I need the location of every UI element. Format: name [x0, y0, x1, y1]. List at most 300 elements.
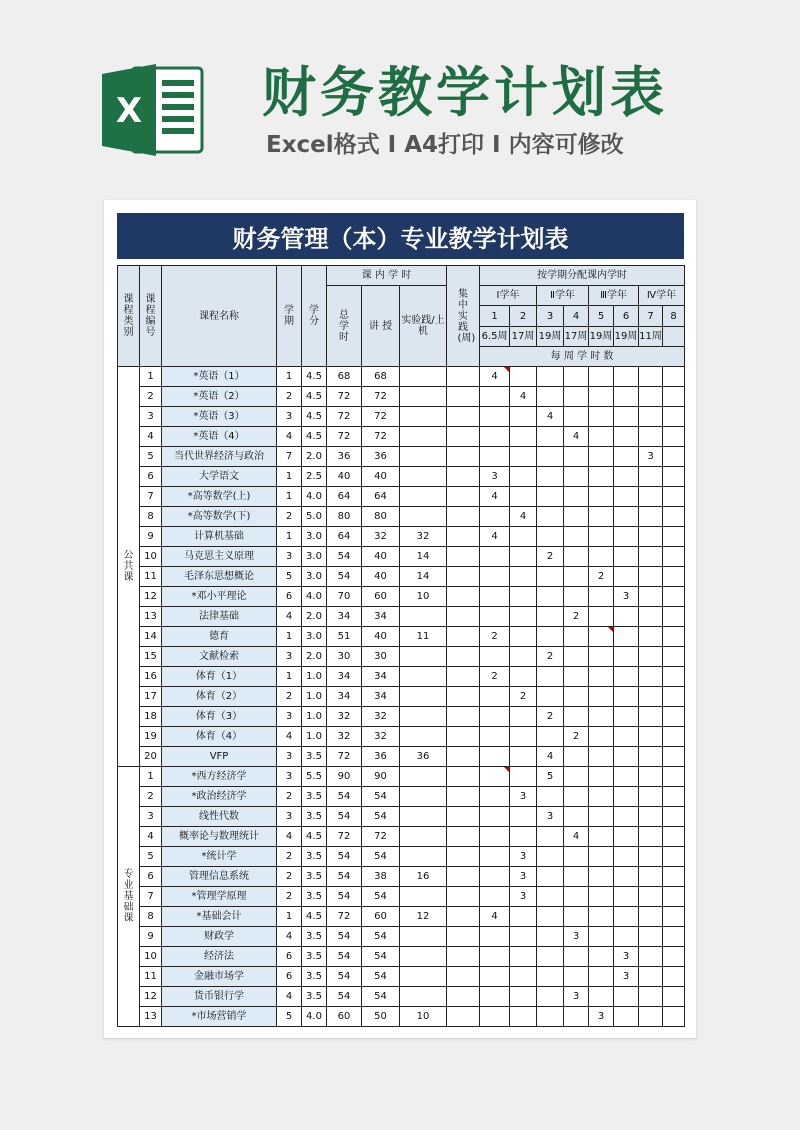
- term-hours-7: [639, 387, 663, 407]
- term-hours-1: [480, 987, 510, 1007]
- term-hours-4: [564, 547, 589, 567]
- header-term-4: 4: [564, 306, 589, 327]
- category-cell-text: 公共课: [123, 550, 134, 583]
- term-hours-3: 3: [537, 807, 564, 827]
- term-hours-2: [510, 907, 537, 927]
- header-course-name: 课程名称: [162, 266, 277, 367]
- term-hours-5: [589, 547, 614, 567]
- term-hours-3: 2: [537, 707, 564, 727]
- term-hours-2: [510, 807, 537, 827]
- term-hours-5: 3: [589, 1007, 614, 1027]
- course-credit: 2.0: [302, 607, 327, 627]
- course-total-hours: 54: [327, 867, 362, 887]
- course-semester: 4: [277, 727, 302, 747]
- course-practice-weeks: [447, 487, 480, 507]
- term-hours-7: [639, 427, 663, 447]
- term-hours-7: [639, 567, 663, 587]
- table-row: [118, 527, 685, 547]
- course-number: 8: [140, 507, 162, 527]
- term-hours-2: [510, 447, 537, 467]
- course-credit: 4.5: [302, 907, 327, 927]
- term-hours-7: [639, 827, 663, 847]
- course-lab-hours: [400, 647, 447, 667]
- course-credit: 3.0: [302, 627, 327, 647]
- term-hours-4: [564, 447, 589, 467]
- term-hours-7: [639, 807, 663, 827]
- term-hours-7: [639, 967, 663, 987]
- course-credit: 4.0: [302, 1007, 327, 1027]
- course-lecture-hours: 60: [362, 907, 400, 927]
- term-hours-1: [480, 727, 510, 747]
- course-lab-hours: [400, 687, 447, 707]
- course-lecture-hours: 36: [362, 447, 400, 467]
- header-weeks-4: 17周: [564, 327, 589, 347]
- table-row: [118, 867, 685, 887]
- course-practice-weeks: [447, 767, 480, 787]
- course-number: 3: [140, 407, 162, 427]
- term-hours-1: 4: [480, 487, 510, 507]
- course-credit: 3.5: [302, 987, 327, 1007]
- term-hours-8: [663, 927, 685, 947]
- term-hours-1: [480, 707, 510, 727]
- term-hours-1: 4: [480, 907, 510, 927]
- term-hours-8: [663, 427, 685, 447]
- course-credit: 2.5: [302, 467, 327, 487]
- course-lecture-hours: 60: [362, 587, 400, 607]
- course-lecture-hours: 40: [362, 547, 400, 567]
- term-hours-5: [589, 707, 614, 727]
- course-practice-weeks: [447, 367, 480, 387]
- term-hours-1: 4: [480, 527, 510, 547]
- term-hours-8: [663, 827, 685, 847]
- term-hours-5: [589, 747, 614, 767]
- term-hours-5: [589, 887, 614, 907]
- course-practice-weeks: [447, 527, 480, 547]
- course-number: 4: [140, 827, 162, 847]
- table-row: [118, 947, 685, 967]
- term-hours-6: [614, 547, 639, 567]
- header-weeks-7: 11周: [639, 327, 663, 347]
- term-hours-4: [564, 767, 589, 787]
- course-name: *英语（3）: [162, 407, 277, 427]
- term-hours-8: [663, 647, 685, 667]
- term-hours-5: [589, 647, 614, 667]
- term-hours-8: [663, 387, 685, 407]
- course-practice-weeks: [447, 947, 480, 967]
- term-hours-6: [614, 887, 639, 907]
- course-total-hours: 34: [327, 607, 362, 627]
- term-hours-1: [480, 447, 510, 467]
- term-hours-2: [510, 647, 537, 667]
- term-hours-3: [537, 887, 564, 907]
- term-hours-4: [564, 507, 589, 527]
- table-row: [118, 627, 685, 647]
- term-hours-4: [564, 667, 589, 687]
- term-hours-6: [614, 607, 639, 627]
- term-hours-6: [614, 847, 639, 867]
- course-total-hours: 72: [327, 907, 362, 927]
- course-semester: 2: [277, 887, 302, 907]
- term-hours-5: [589, 587, 614, 607]
- term-hours-2: [510, 547, 537, 567]
- course-credit: 2.0: [302, 447, 327, 467]
- term-hours-3: [537, 947, 564, 967]
- header-term-7: 7: [639, 306, 663, 327]
- course-number: 9: [140, 527, 162, 547]
- table-row: [118, 387, 685, 407]
- course-semester: 1: [277, 627, 302, 647]
- term-hours-3: [537, 907, 564, 927]
- course-name: *邓小平理论: [162, 587, 277, 607]
- term-hours-4: [564, 367, 589, 387]
- term-hours-1: [480, 607, 510, 627]
- term-hours-3: [537, 487, 564, 507]
- course-semester: 2: [277, 387, 302, 407]
- table-row: [118, 567, 685, 587]
- term-hours-6: [614, 867, 639, 887]
- term-hours-3: [537, 927, 564, 947]
- course-lab-hours: [400, 407, 447, 427]
- course-total-hours: 68: [327, 367, 362, 387]
- table-row: [118, 827, 685, 847]
- header-year-3: Ⅲ学年: [589, 286, 639, 306]
- page-title: 财务教学计划表: [262, 61, 668, 124]
- course-total-hours: 72: [327, 747, 362, 767]
- term-hours-4: 4: [564, 827, 589, 847]
- term-hours-8: [663, 627, 685, 647]
- term-hours-7: 3: [639, 447, 663, 467]
- course-semester: 4: [277, 927, 302, 947]
- course-total-hours: 70: [327, 587, 362, 607]
- term-hours-8: [663, 847, 685, 867]
- header-total-hours: [327, 286, 362, 367]
- course-lab-hours: [400, 467, 447, 487]
- course-lecture-hours: 34: [362, 607, 400, 627]
- course-lab-hours: [400, 947, 447, 967]
- course-lab-hours: [400, 847, 447, 867]
- term-hours-4: [564, 567, 589, 587]
- course-credit: 4.0: [302, 487, 327, 507]
- term-hours-3: [537, 847, 564, 867]
- term-hours-1: [480, 687, 510, 707]
- course-number: 2: [140, 387, 162, 407]
- course-semester: 4: [277, 427, 302, 447]
- term-hours-5: [589, 427, 614, 447]
- term-hours-8: [663, 507, 685, 527]
- course-lecture-hours: 32: [362, 727, 400, 747]
- term-hours-4: 3: [564, 987, 589, 1007]
- course-name: *英语（2）: [162, 387, 277, 407]
- term-hours-5: [589, 527, 614, 547]
- term-hours-4: [564, 387, 589, 407]
- term-hours-7: [639, 627, 663, 647]
- header-category-text: 课程类别: [123, 294, 134, 338]
- term-hours-5: [589, 907, 614, 927]
- term-hours-7: [639, 727, 663, 747]
- course-total-hours: 54: [327, 847, 362, 867]
- course-total-hours: 54: [327, 887, 362, 907]
- term-hours-8: [663, 987, 685, 1007]
- course-practice-weeks: [447, 467, 480, 487]
- course-lecture-hours: 72: [362, 407, 400, 427]
- course-lecture-hours: 36: [362, 747, 400, 767]
- header-year-4: Ⅳ学年: [639, 286, 685, 306]
- term-hours-6: [614, 807, 639, 827]
- table-row: [118, 787, 685, 807]
- term-hours-5: [589, 827, 614, 847]
- table-row: [118, 747, 685, 767]
- course-semester: 3: [277, 647, 302, 667]
- course-number: 14: [140, 627, 162, 647]
- course-lab-hours: [400, 727, 447, 747]
- term-hours-8: [663, 607, 685, 627]
- table-row: [118, 647, 685, 667]
- course-lab-hours: [400, 427, 447, 447]
- course-name: *高等数学(上): [162, 487, 277, 507]
- term-hours-5: [589, 687, 614, 707]
- term-hours-3: [537, 387, 564, 407]
- term-hours-7: [639, 467, 663, 487]
- term-hours-5: [589, 447, 614, 467]
- header-number-text: 课程编号: [145, 294, 156, 338]
- term-hours-3: 2: [537, 547, 564, 567]
- course-name: 大学语文: [162, 467, 277, 487]
- term-hours-7: [639, 867, 663, 887]
- course-name: 计算机基础: [162, 527, 277, 547]
- course-practice-weeks: [447, 907, 480, 927]
- category-cell-text: 专业基础课: [123, 869, 134, 924]
- term-hours-8: [663, 787, 685, 807]
- course-practice-weeks: [447, 747, 480, 767]
- course-practice-weeks: [447, 787, 480, 807]
- term-hours-8: [663, 367, 685, 387]
- table-row: [118, 967, 685, 987]
- term-hours-3: [537, 427, 564, 447]
- course-semester: 3: [277, 767, 302, 787]
- course-total-hours: 72: [327, 427, 362, 447]
- term-hours-2: [510, 467, 537, 487]
- course-lab-hours: [400, 367, 447, 387]
- course-credit: 3.5: [302, 887, 327, 907]
- term-hours-3: 4: [537, 407, 564, 427]
- term-hours-8: [663, 867, 685, 887]
- course-name: 法律基础: [162, 607, 277, 627]
- course-total-hours: 54: [327, 987, 362, 1007]
- course-total-hours: 54: [327, 567, 362, 587]
- course-practice-weeks: [447, 707, 480, 727]
- table-row: [118, 447, 685, 467]
- term-hours-1: [480, 807, 510, 827]
- term-hours-1: [480, 587, 510, 607]
- term-hours-4: [564, 967, 589, 987]
- course-semester: 4: [277, 607, 302, 627]
- course-semester: 5: [277, 567, 302, 587]
- course-total-hours: 72: [327, 387, 362, 407]
- course-semester: 1: [277, 487, 302, 507]
- term-hours-2: [510, 407, 537, 427]
- course-semester: 6: [277, 967, 302, 987]
- term-hours-1: [480, 547, 510, 567]
- course-name: 概率论与数理统计: [162, 827, 277, 847]
- course-lecture-hours: 34: [362, 667, 400, 687]
- term-hours-3: 5: [537, 767, 564, 787]
- table-row: [118, 487, 685, 507]
- course-lecture-hours: 40: [362, 627, 400, 647]
- course-credit: 3.5: [302, 807, 327, 827]
- term-hours-2: [510, 707, 537, 727]
- header-semester-text: 学期: [284, 305, 294, 327]
- course-lecture-hours: 32: [362, 527, 400, 547]
- course-lab-hours: [400, 927, 447, 947]
- header-term-8: 8: [663, 306, 685, 327]
- term-hours-8: [663, 407, 685, 427]
- term-hours-7: [639, 607, 663, 627]
- term-hours-3: 2: [537, 647, 564, 667]
- term-hours-8: [663, 947, 685, 967]
- table-row: [118, 427, 685, 447]
- course-semester: 4: [277, 987, 302, 1007]
- table-row: [118, 887, 685, 907]
- term-hours-4: [564, 787, 589, 807]
- course-semester: 3: [277, 807, 302, 827]
- term-hours-3: [537, 367, 564, 387]
- course-lecture-hours: 30: [362, 647, 400, 667]
- table-row: [118, 407, 685, 427]
- course-lab-hours: [400, 447, 447, 467]
- course-lab-hours: 14: [400, 547, 447, 567]
- term-hours-1: 2: [480, 667, 510, 687]
- course-lecture-hours: 54: [362, 967, 400, 987]
- course-total-hours: 64: [327, 487, 362, 507]
- term-hours-1: 4: [480, 367, 510, 387]
- table-row: [118, 927, 685, 947]
- course-lab-hours: 10: [400, 1007, 447, 1027]
- course-practice-weeks: [447, 587, 480, 607]
- term-hours-7: [639, 947, 663, 967]
- term-hours-4: [564, 887, 589, 907]
- course-semester: 3: [277, 747, 302, 767]
- term-hours-5: [589, 987, 614, 1007]
- term-hours-7: [639, 527, 663, 547]
- term-hours-6: [614, 687, 639, 707]
- course-number: 4: [140, 427, 162, 447]
- header-weeks-6: 19周: [614, 327, 639, 347]
- course-name: 体育（3）: [162, 707, 277, 727]
- term-hours-2: [510, 827, 537, 847]
- term-hours-5: [589, 607, 614, 627]
- term-hours-4: [564, 527, 589, 547]
- table-row: [118, 987, 685, 1007]
- course-lecture-hours: 90: [362, 767, 400, 787]
- header-weeks-8: [663, 327, 685, 347]
- term-hours-3: 4: [537, 747, 564, 767]
- course-credit: 4.5: [302, 407, 327, 427]
- term-hours-4: [564, 747, 589, 767]
- course-semester: 2: [277, 867, 302, 887]
- term-hours-6: [614, 767, 639, 787]
- course-total-hours: 34: [327, 687, 362, 707]
- course-semester: 5: [277, 1007, 302, 1027]
- term-hours-4: [564, 467, 589, 487]
- course-practice-weeks: [447, 407, 480, 427]
- header-weeks-1: 6.5周: [480, 327, 510, 347]
- table-row: [118, 507, 685, 527]
- term-hours-7: [639, 667, 663, 687]
- course-lab-hours: [400, 607, 447, 627]
- term-hours-8: [663, 687, 685, 707]
- term-hours-7: [639, 847, 663, 867]
- term-hours-2: [510, 487, 537, 507]
- term-hours-5: [589, 927, 614, 947]
- table-row: [118, 667, 685, 687]
- term-hours-6: [614, 627, 639, 647]
- term-hours-4: [564, 1007, 589, 1027]
- term-hours-2: [510, 767, 537, 787]
- term-hours-8: [663, 527, 685, 547]
- term-hours-6: [614, 427, 639, 447]
- header-number: [140, 266, 162, 367]
- course-practice-weeks: [447, 887, 480, 907]
- term-hours-1: [480, 427, 510, 447]
- course-credit: 1.0: [302, 707, 327, 727]
- term-hours-4: 3: [564, 927, 589, 947]
- term-hours-6: [614, 827, 639, 847]
- term-hours-6: [614, 907, 639, 927]
- course-practice-weeks: [447, 427, 480, 447]
- course-number: 6: [140, 467, 162, 487]
- course-practice-weeks: [447, 927, 480, 947]
- course-lab-hours: 10: [400, 587, 447, 607]
- logo-letter: X: [115, 91, 143, 131]
- course-number: 16: [140, 667, 162, 687]
- course-total-hours: 54: [327, 787, 362, 807]
- term-hours-5: [589, 727, 614, 747]
- header-term-5: 5: [589, 306, 614, 327]
- course-lecture-hours: 72: [362, 387, 400, 407]
- term-hours-7: [639, 687, 663, 707]
- term-hours-7: [639, 987, 663, 1007]
- course-name: *西方经济学: [162, 767, 277, 787]
- course-total-hours: 32: [327, 727, 362, 747]
- term-hours-4: [564, 847, 589, 867]
- course-number: 7: [140, 487, 162, 507]
- term-hours-2: [510, 967, 537, 987]
- course-semester: 2: [277, 787, 302, 807]
- course-credit: 3.5: [302, 847, 327, 867]
- term-hours-6: [614, 567, 639, 587]
- course-total-hours: 90: [327, 767, 362, 787]
- course-name: 线性代数: [162, 807, 277, 827]
- term-hours-1: [480, 747, 510, 767]
- header-year-1: Ⅰ学年: [480, 286, 537, 306]
- course-number: 2: [140, 787, 162, 807]
- term-hours-6: [614, 387, 639, 407]
- term-hours-3: [537, 727, 564, 747]
- term-hours-8: [663, 1007, 685, 1027]
- header-term-1: 1: [480, 306, 510, 327]
- course-lecture-hours: 68: [362, 367, 400, 387]
- term-hours-2: 3: [510, 847, 537, 867]
- term-hours-3: [537, 667, 564, 687]
- course-credit: 3.0: [302, 547, 327, 567]
- course-total-hours: 51: [327, 627, 362, 647]
- course-semester: 6: [277, 587, 302, 607]
- course-lab-hours: [400, 887, 447, 907]
- term-hours-1: [480, 847, 510, 867]
- term-hours-4: [564, 707, 589, 727]
- term-hours-7: [639, 887, 663, 907]
- course-lecture-hours: 54: [362, 947, 400, 967]
